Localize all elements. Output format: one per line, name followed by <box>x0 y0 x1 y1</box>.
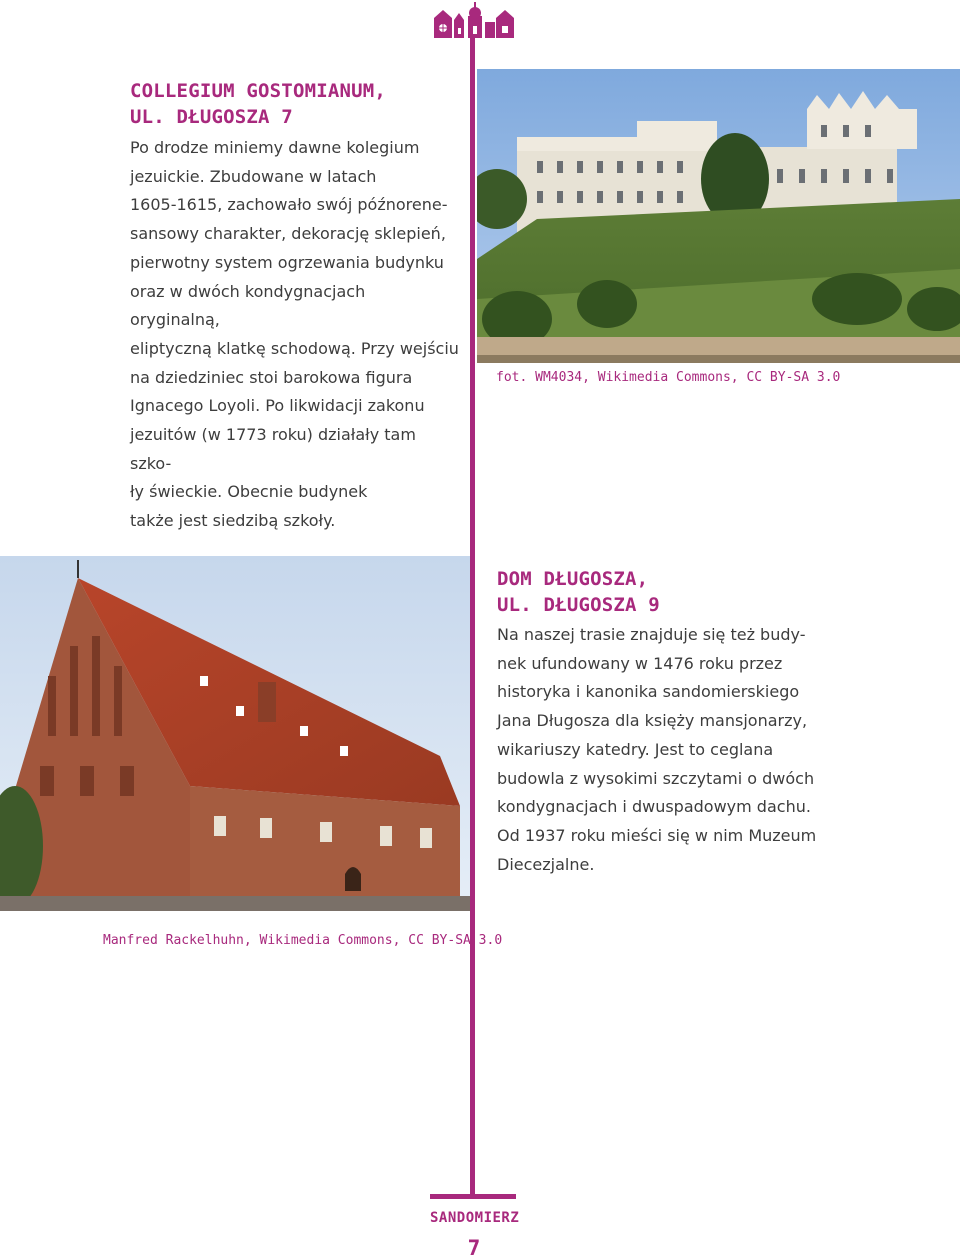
vertical-divider <box>470 36 475 1198</box>
photo-credit: Manfred Rackelhuhn, Wikimedia Commons, CC BY-SA 3.0 <box>103 933 503 948</box>
footer-town-label: SANDOMIERZ <box>430 1210 520 1226</box>
page-number: 7 <box>467 1236 481 1260</box>
dom-dlugosza-photo <box>0 556 470 911</box>
section-body: Po drodze miniemy dawne kolegium jezuickie. Zbudowane w latach 1605-1615, zachowało swój późnorene- sansowy charakter, dekorację sklepień, pierwotny system ogrzewania budynku oraz w dwóch kondygnacjach oryginalną, eliptyczną klatkę schodową. Przy wejściu na dziedziniec stoi barokowa figura Ignacego Loyoli. Po likwidacji zakonu jezuitów (w 1773 roku) działały tam szko- ły świeckie. Obecnie budynek także jest siedzibą szkoły. <box>130 138 459 531</box>
footer-divider <box>430 1194 516 1199</box>
town-skyline-icon <box>432 2 516 40</box>
section-body: Na naszej trasie znajduje się też budy- nek ufundowany w 1476 roku przez historyka i kanonika sandomierskiego Jana Długosza dla księży mansjonarzy, wikariuszy katedry. Jest to ceglana budowla z wysokimi szczytami o dwóch kondygnacjach i dwuspadowym dachu. Od 1937 roku mieści się w nim Muzeum Diecezjalne. <box>497 625 817 874</box>
collegium-photo <box>477 69 960 363</box>
section-collegium <box>130 78 460 536</box>
section-dom-dlugosza <box>497 566 837 879</box>
section-heading: COLLEGIUM GOSTOMIANUM, <box>130 80 387 102</box>
photo-credit: fot. WM4034, Wikimedia Commons, CC BY-SA 3.0 <box>496 370 841 385</box>
section-heading-address: UL. DŁUGOSZA 9 <box>497 594 660 616</box>
section-heading-address: UL. DŁUGOSZA 7 <box>130 106 293 128</box>
section-heading: DOM DŁUGOSZA, <box>497 568 649 590</box>
